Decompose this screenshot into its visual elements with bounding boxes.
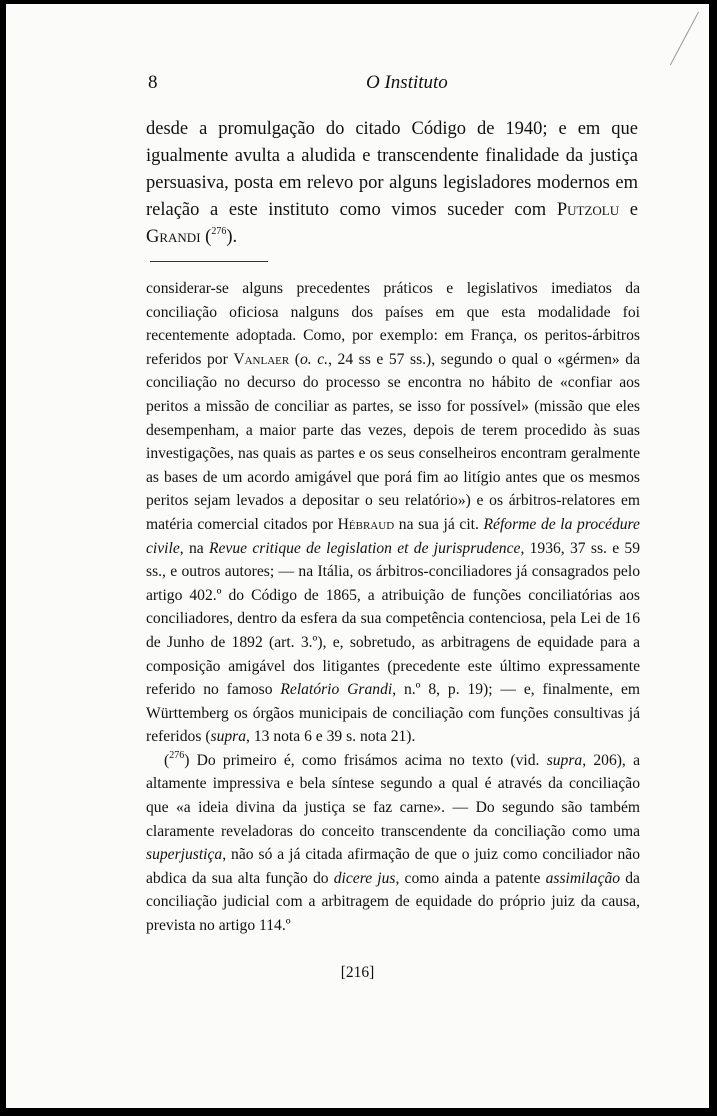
running-title: O Instituto	[366, 72, 448, 93]
footnotes	[146, 277, 640, 938]
note-italic: dicere jus	[333, 869, 396, 887]
note-text: na sua já cit.	[394, 515, 484, 533]
running-header	[148, 72, 636, 96]
note-text: , 24 ss e 57 ss.), segundo o qual o «gérmen» da conciliação no decurso do processo se encontra no hábito de «confiar aos peritos a missão de conciliar as partes, se isso for possível» (missão que eles desempenham, a maior parte das vezes, depois de terem procedido às suas investigações, nas quais as partes e os seus conselheiros encontram geralmente as bases de um acordo amigável que porá fim ao litígio antes que os mesmos peritos sejam levados a depositar o seu relatório») e os árbitros-relatores em matéria comercial citados por	[146, 350, 641, 533]
body-text: ).	[226, 227, 238, 247]
note-text: , como ainda a patente	[395, 869, 546, 887]
author-name: Hébraud	[337, 515, 395, 533]
note-text: , 206), a altamente impressiva e bela síntese segundo a qual é através da conciliação que «a ideia divina da justiça se faz carne». — Do segundo são também claramente reveladoras do conceito transcendente da conciliação como uma	[146, 751, 640, 840]
note-text: considerar-se alguns precedentes práticos e legislativos imediatos da conciliação oficiosa nalguns dos países em que esta modalidade foi recentemente adoptada. Como, por exemplo: em França, os peritos-árbitros referidos por	[146, 280, 640, 368]
footnote-number: 276	[169, 749, 185, 761]
body-text: (	[200, 227, 212, 247]
footnote-276	[146, 749, 640, 938]
folio: [216]	[340, 964, 375, 981]
note-italic: o. c.	[299, 350, 329, 368]
note-italic: Revue critique de legislation et de jurisprudence	[208, 539, 521, 557]
note-italic: superjustiça	[146, 846, 223, 864]
body-text: e	[619, 200, 638, 220]
note-text: (	[164, 751, 170, 769]
note-text: , n.º 8, p. 19); — e, finalmente, em Württemberg os órgãos municipais de conciliação com funções consultivas já referidos (	[146, 681, 640, 746]
footnote-continued	[146, 277, 640, 749]
book-page	[6, 4, 709, 1108]
page-number: 8	[148, 72, 158, 93]
note-italic: assimilação	[545, 869, 621, 887]
note-italic: supra	[546, 751, 583, 769]
note-text: , 13 nota 6 e 39 s. nota 21).	[246, 728, 416, 746]
note-text: da conciliação judicial com a arbitragem de equidade do próprio juiz da causa, prevista no artigo 114.º	[146, 869, 640, 935]
note-text: (	[289, 350, 300, 368]
author-name: Grandi	[146, 227, 201, 247]
footnote-rule	[150, 261, 268, 262]
note-text: , não só a já citada afirmação de que o juiz como conciliador não abdica da sua alta função do	[146, 846, 640, 887]
corner-mark	[670, 12, 699, 65]
footnote-ref: 276	[211, 225, 227, 237]
note-text: , na	[179, 539, 209, 557]
note-text: ) Do primeiro é, como frisámos acima no texto (vid.	[184, 751, 547, 769]
note-italic: Relatório Grandi	[280, 681, 393, 699]
author-name: Putzolu	[556, 200, 620, 220]
body-text: desde a promulgação do citado Código de 1940; e em que igualmente avulta a aludida e transcendente finalidade da justiça persuasiva, posta em relevo por alguns legisladores modernos em relação a este instituto como vimos suceder com	[146, 119, 638, 220]
note-text: , 1936, 37 ss. e 59 ss., e outros autores; — na Itália, os árbitros-conciliadores já consagrados pelo artigo 402.º do Código de 1865, a atribuição de funções conciliatórias aos conciliadores, dentro da esfera da sua competência contenciosa, pela Lei de 16 de Junho de 1892 (art. 3.º), e, sobretudo, as arbitragens de equidade para a composição amigável dos litigantes (precedente este último expressamente referido no famoso	[146, 539, 640, 699]
author-name: Vanlaer	[233, 350, 290, 368]
note-italic: supra	[210, 728, 247, 746]
main-paragraph	[146, 116, 638, 251]
note-italic: Réforme de la procédure civile	[146, 515, 640, 557]
